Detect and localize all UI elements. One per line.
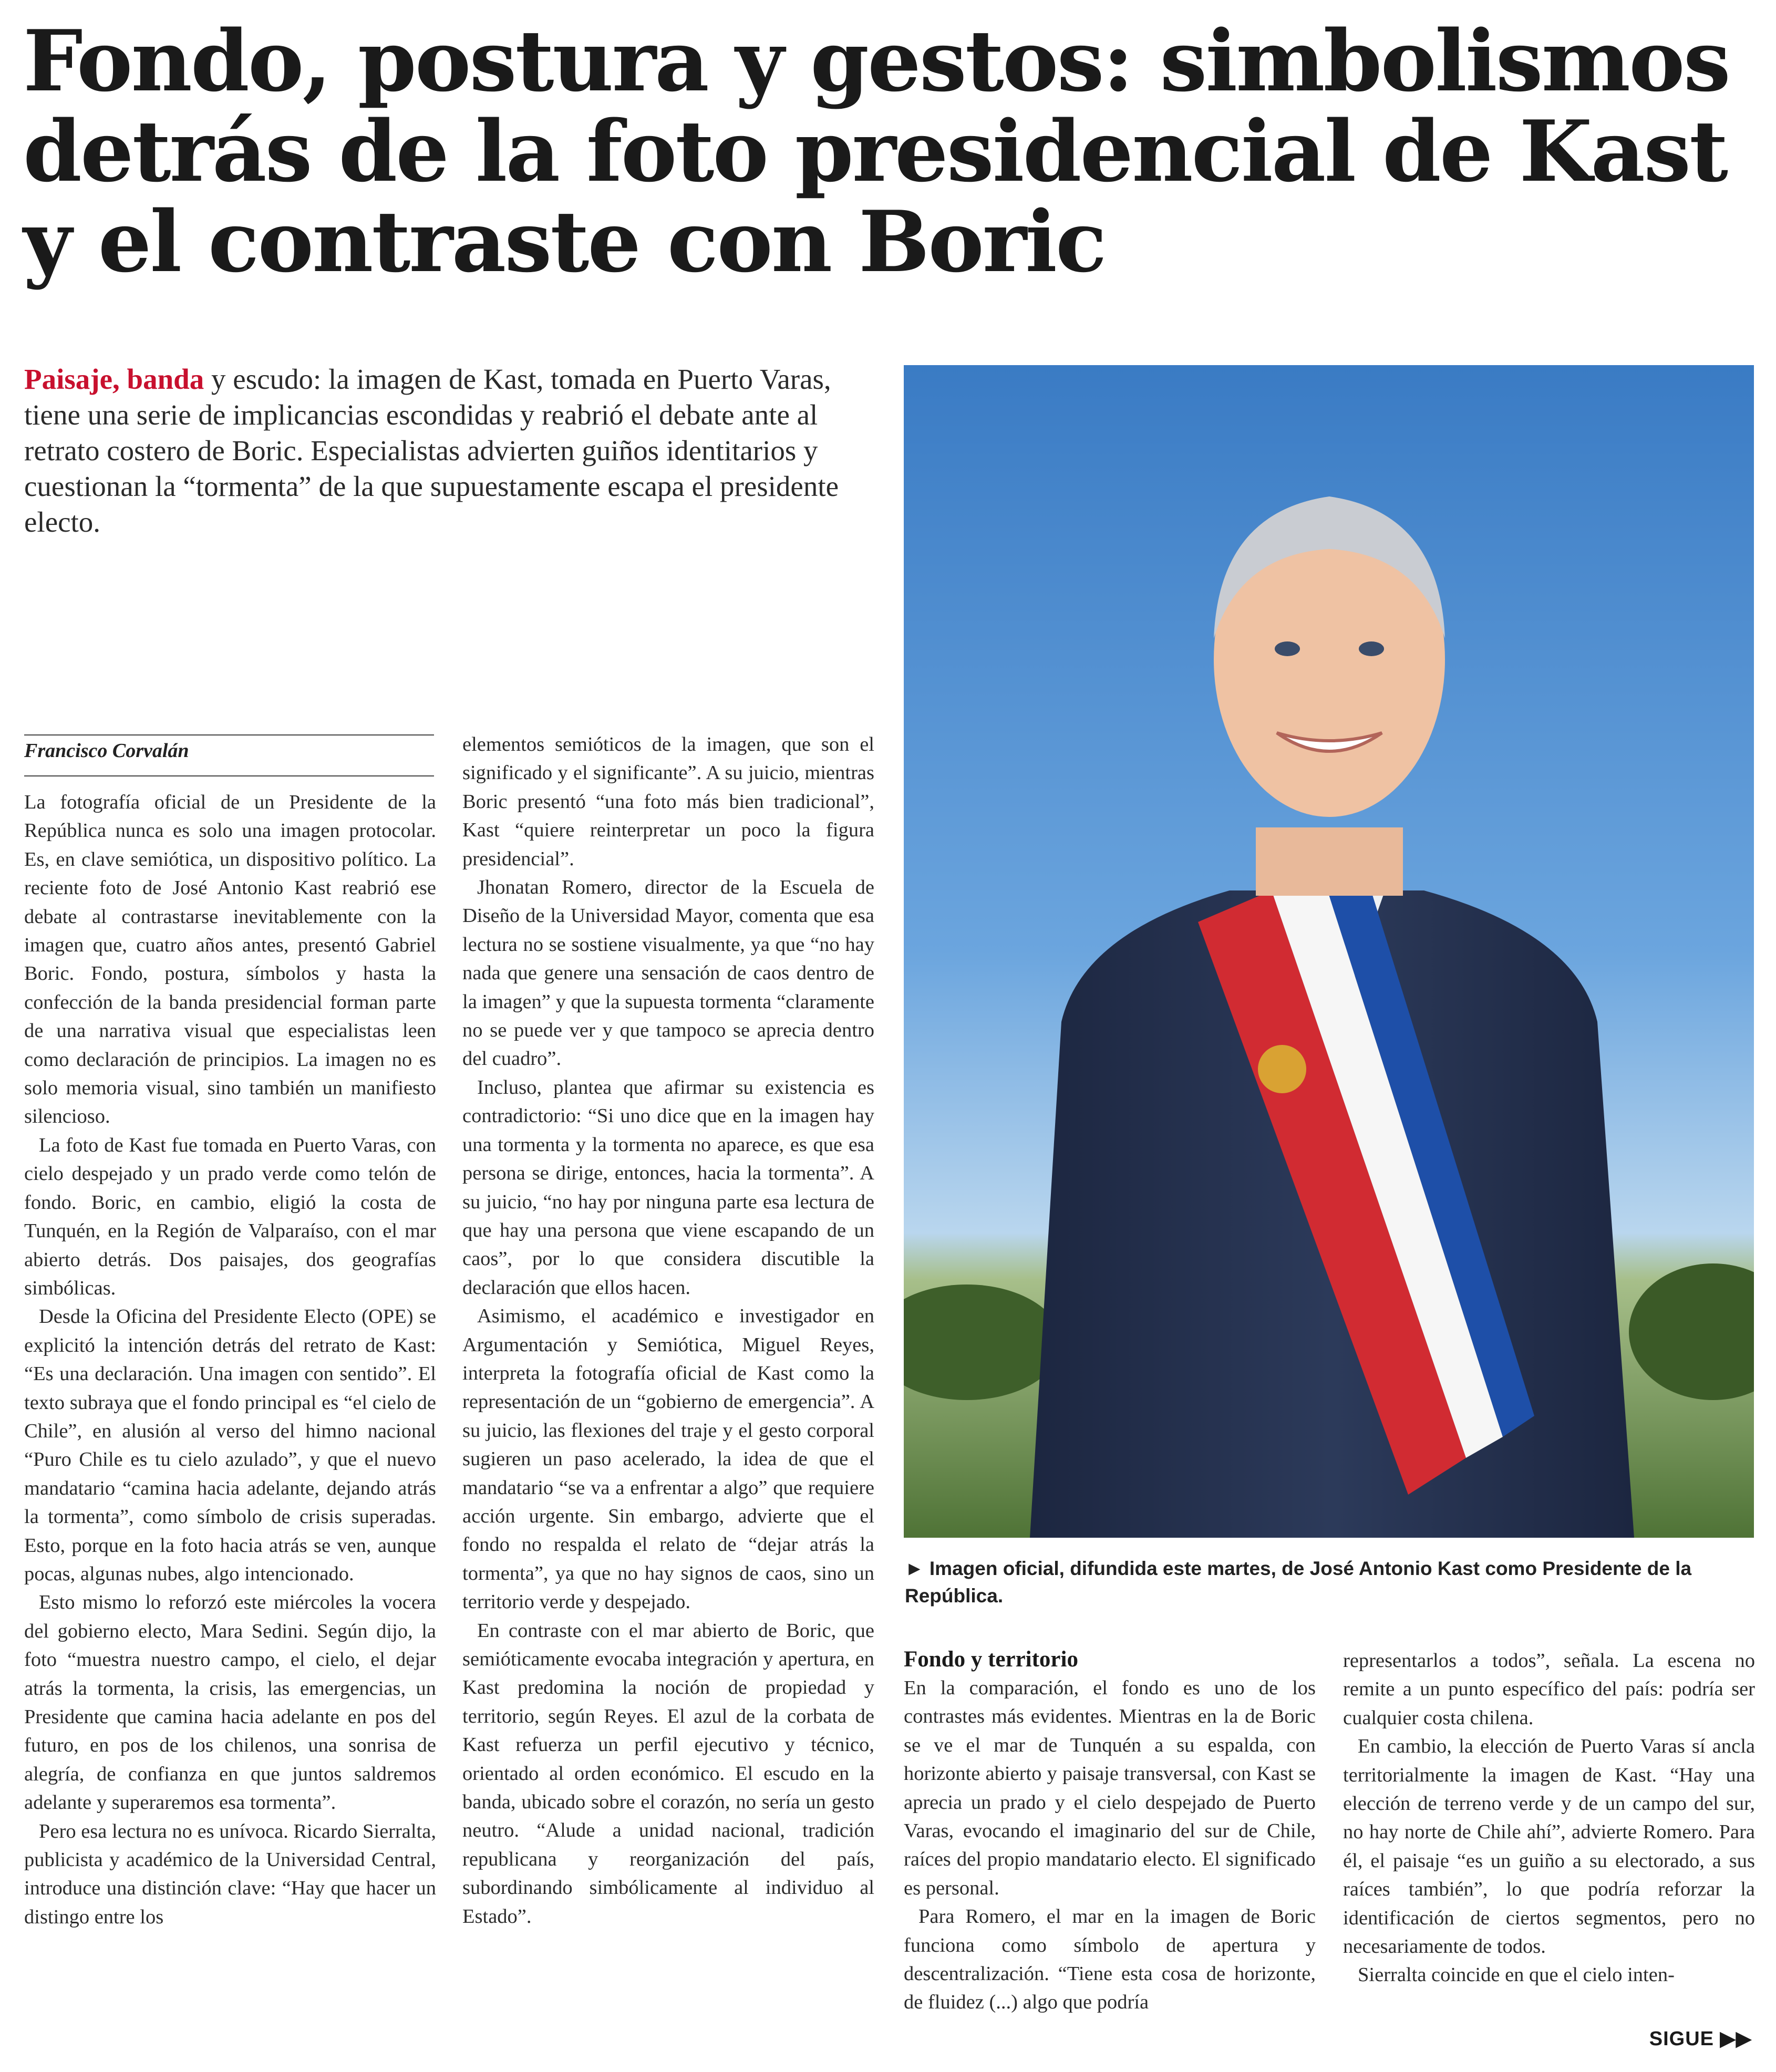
paragraph: Incluso, plantea que afirmar su existencia es contradictorio: “Si uno dice que en la imagen hay una tormenta y la tormenta no aparece, es que esa persona se dirige, entonces, hacia la tormenta”. A su juicio, “no hay por ninguna parte esa lectura de que hay una persona que viene escapando de un caos”, por lo que considera discutible la declaración que ellos hacen. (462, 1076, 874, 1299)
deck (24, 361, 886, 540)
byline: Francisco Corvalán (24, 740, 189, 762)
byline-rule-bottom (24, 775, 434, 776)
article-column-3 (904, 1646, 1316, 2017)
paragraph: Esto mismo lo reforzó este miércoles la vocera del gobierno electo, Mara Sedini. Según dijo, la foto “muestra nuestro campo, el cielo, el dejar atrás la tormenta, la crisis, las emergencias, un Presidente que camina hacia adelante en pos del futuro, en pos de los chilenos, una sonrisa de alegría, de confianza en que juntos saldremos adelante y superaremos esa tormenta”. (24, 1591, 436, 1814)
headline: Fondo, postura y gestos: simbolismos detrás de la foto presidencial de Kast y el contraste con Boric (23, 12, 1729, 291)
deck-body: y escudo: la imagen de Kast, tomada en Puerto Varas, tiene una serie de implicancias escondidas y reabrió el debate ante al retrato costero de Boric. Especialistas advierten guiños identitarios y cuestionan la “tormenta” de la que supuestamente escapa el presidente electo. (24, 363, 839, 538)
continue-label: SIGUE ▶▶ (1649, 2028, 1752, 2050)
paragraph: Para Romero, el mar en la imagen de Boric funciona como símbolo de apertura y descentralización. “Tiene esta cosa de horizonte, de fluidez (...) algo que podría (904, 1905, 1316, 2014)
paragraph: La fotografía oficial de un Presidente de la República nunca es solo una imagen protocolar. Es, en clave semiótica, un dispositivo político. La reciente foto de José Antonio Kast reabrió ese debate al contrastarse inevitablemente con la imagen que, cuatro años antes, presentó Gabriel Boric. Fondo, postura, símbolos y hasta la confección de la banda presidencial forman parte de una narrativa visual que especialistas leen como declaración de principios. La imagen no es solo memoria visual, sino también un manifiesto silencioso. (24, 791, 436, 1128)
eye-right (1359, 641, 1384, 656)
paragraph: En cambio, la elección de Puerto Varas sí ancla territorialmente la imagen de Kast. “Hay una elección de terreno verde y de un campo del sur, no hay norte de Chile ahí”, advierte Romero. Para él, el paisaje “es un guiño a su electorado, a sus raíces también”, lo que podría reforzar la identificación de ciertos segmentos, pero no necesariamente de todos. (1343, 1735, 1755, 1958)
paragraph: Desde la Oficina del Presidente Electo (OPE) se explicitó la intención detrás del retrato de Kast: “Es una declaración. Una imagen con sentido”. El texto subraya que el fondo principal es “el cielo de Chile”, en alusión al verso del himno nacional “Puro Chile es tu cielo azulado”, y que el nuevo mandatario “camina hacia adelante, dejando atrás la tormenta”, como símbolo de crisis superadas. Esto, porque en la foto hacia atrás se ven, aunque pocas, algunas nubes, algo intencionado. (24, 1306, 436, 1585)
paragraph: Jhonatan Romero, director de la Escuela de Diseño de la Universidad Mayor, comenta que esa lectura no se sostiene visualmente, ya que “no hay nada que genere una sensación de caos dentro de la imagen” y que la supuesta tormenta “claramente no se puede ver y que tampoco se aprecia dentro del cuadro”. (462, 876, 874, 1070)
article-column-1 (24, 788, 436, 1931)
paragraph: Sierralta coincide en que el cielo inten- (1358, 1964, 1675, 1986)
paragraph: Asimismo, el académico e investigador en Argumentación y Semiótica, Miguel Reyes, interpreta la fotografía oficial de Kast como la representación de un “gobierno de emergencia”. A su juicio, las flexiones del traje y el gesto corporal sugieren un paso acelerado, la idea de que el mandatario “se va a enfrentar a algo” que requiere acción urgente. Sin embargo, advierte que el fondo no respalda el relato de “dejar atrás la tormenta”, ya que no hay signos de caos, sino un territorio verde y despejado. (462, 1305, 874, 1613)
photo-caption: ► Imagen oficial, difundida este martes, de José Antonio Kast como Presidente de la República. (905, 1558, 1692, 1607)
neck (1256, 827, 1403, 896)
coat-of-arms (1258, 1045, 1306, 1093)
paragraph: La foto de Kast fue tomada en Puerto Varas, con cielo despejado y un prado verde como telón de fondo. Boric, en cambio, eligió la costa de Tunquén, en la Región de Valparaíso, con el mar abierto detrás. Dos paisajes, dos geografías simbólicas. (24, 1134, 436, 1299)
article-column-4 (1343, 1646, 1755, 1990)
paragraph: En la comparación, el fondo es uno de los contrastes más evidentes. Mientras en la de Boric se ve el mar de Tunquén a su espalda, con horizonte abierto y paisaje transversal, con Kast se aprecia un prado y el cielo despejado de Puerto Varas, evocando el imaginario del sur de Chile, raíces del propio mandatario electo. El significado es personal. (904, 1677, 1316, 1899)
article-column-2 (462, 730, 874, 1931)
paragraph: elementos semióticos de la imagen, que son el significado y el significante”. A su juicio, mientras Boric presentó “una foto más bien tradicional”, Kast “quiere reinterpretar un poco la figura presidencial”. (462, 733, 874, 870)
eye-left (1275, 641, 1300, 656)
paragraph: representarlos a todos”, señala. La escena no remite a un punto específico del país: podría ser cualquier costa chilena. (1343, 1650, 1755, 1729)
official-portrait-photo (904, 365, 1754, 1538)
portrait-illustration (904, 365, 1754, 1538)
deck-lead: Paisaje, banda (24, 363, 204, 395)
paragraph: Pero esa lectura no es unívoca. Ricardo Sierralta, publicista y académico de la Universidad Central, introduce una distinción clave: “Hay que hacer un distingo entre los (24, 1820, 436, 1928)
paragraph: En contraste con el mar abierto de Boric, que semióticamente evocaba integración y apertura, en Kast predomina la noción de propiedad y territorio, según Reyes. El azul de la corbata de Kast refuerza un perfil ejecutivo y técnico, orientado al orden económico. El escudo en la banda, ubicado sobre el corazón, no sería un gesto neutro. “Alude a unidad nacional, tradición republicana y reorganización del país, subordinando simbólicamente al individuo al Estado”. (462, 1619, 874, 1928)
section-subhead: Fondo y territorio (904, 1647, 1078, 1672)
byline-rule-top (24, 734, 434, 735)
